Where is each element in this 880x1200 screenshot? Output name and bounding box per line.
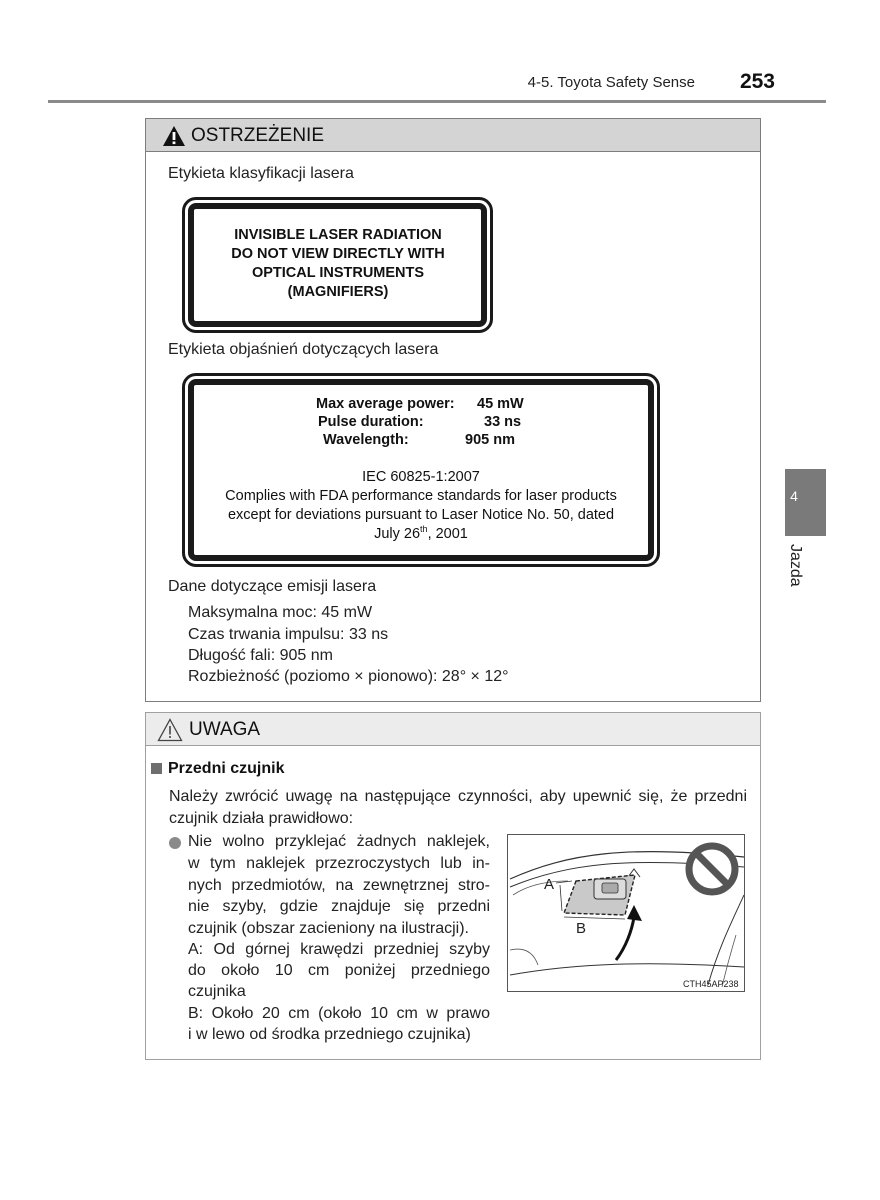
emission-line: Czas trwania impulsu: 33 ns: [188, 626, 389, 643]
warning-icon: [162, 125, 186, 147]
caution-intro: Należy zwrócić uwagę na następujące czynności, aby upewnić się, że przedni czujnik działa prawidłowo:: [169, 788, 747, 827]
header-rule: [48, 100, 826, 103]
caution-title: UWAGA: [189, 719, 261, 740]
iec-standard: IEC 60825-1:2007: [362, 469, 480, 485]
compliance-line: except for deviations pursuant to Laser Notice No. 50, dated: [227, 507, 615, 523]
laser-classification-text: [200, 226, 476, 302]
subheading-square-icon: [151, 763, 162, 774]
bullet-line: do około 10 cm poniżej przedniego: [188, 962, 490, 979]
compliance-date: [195, 524, 647, 542]
bullet-line: czujnik (obszar zacieniony na ilustracji).: [188, 920, 469, 937]
label1-line: (MAGNIFIERS): [287, 284, 389, 300]
subheading: Przedni czujnik: [168, 760, 285, 777]
label1-line: DO NOT VIEW DIRECTLY WITH: [231, 246, 445, 262]
bullet-line: A: Od górnej krawędzi przedniej szyby: [188, 941, 490, 958]
spec-name: Max average power:: [316, 396, 455, 412]
bullet-line: Nie wolno przyklejać żadnych naklejek,: [188, 833, 490, 850]
header-section-title: 4-5. Toyota Safety Sense: [527, 74, 695, 91]
bullet-line: nych przedmiotów, na zewnętrznej stro-: [188, 877, 490, 894]
page-number: 253: [739, 70, 775, 93]
illustration-code: CTH45AP238: [683, 979, 739, 989]
bullet-line: czujnika: [188, 983, 246, 1000]
spec-value: 905 nm: [465, 432, 515, 448]
date-sup: th: [420, 524, 428, 534]
emission-line: Długość fali: 905 nm: [188, 647, 333, 664]
compliance-line: Complies with FDA performance standards for laser products: [225, 488, 617, 504]
windshield-drawing: [508, 835, 745, 992]
emission-caption: Dane dotyczące emisji lasera: [168, 578, 377, 595]
label1-line: INVISIBLE LASER RADIATION: [234, 227, 442, 243]
bullet-dot-icon: [169, 837, 181, 849]
bullet-line: B: Około 20 cm (około 10 cm w prawo: [188, 1005, 490, 1022]
label-b: B: [576, 920, 587, 937]
chapter-number: 4: [790, 488, 798, 504]
spec-value: 33 ns: [484, 414, 522, 430]
bullet-line: w tym naklejek przezroczystych lub in-: [188, 855, 490, 872]
date-prefix: July 26: [374, 525, 421, 542]
bullet-line: i w lewo od środka przedniego czujnika): [188, 1026, 471, 1043]
label1-line: OPTICAL INSTRUMENTS: [251, 265, 425, 281]
spec-value: 45 mW: [477, 396, 524, 412]
emission-line: Rozbieżność (poziomo × pionowo): 28° × 12°: [188, 668, 509, 685]
emission-line: Maksymalna moc: 45 mW: [188, 604, 373, 621]
chapter-label: [786, 544, 810, 614]
caution-icon: [157, 718, 183, 742]
spec-name: Pulse duration:: [318, 414, 424, 430]
chapter-label-text: Jazda: [787, 544, 804, 587]
bullet-line: nie szyby, gdzie znajduje się przedni: [188, 898, 490, 915]
warning-title: OSTRZEŻENIE: [191, 125, 325, 146]
label1-caption: Etykieta klasyfikacji lasera: [168, 165, 354, 182]
date-suffix: , 2001: [427, 525, 468, 542]
label-a: A: [544, 876, 555, 893]
spec-name: Wavelength:: [323, 432, 409, 448]
label2-caption: Etykieta objaśnień dotyczących lasera: [168, 341, 439, 358]
sensor-illustration: [507, 834, 745, 992]
